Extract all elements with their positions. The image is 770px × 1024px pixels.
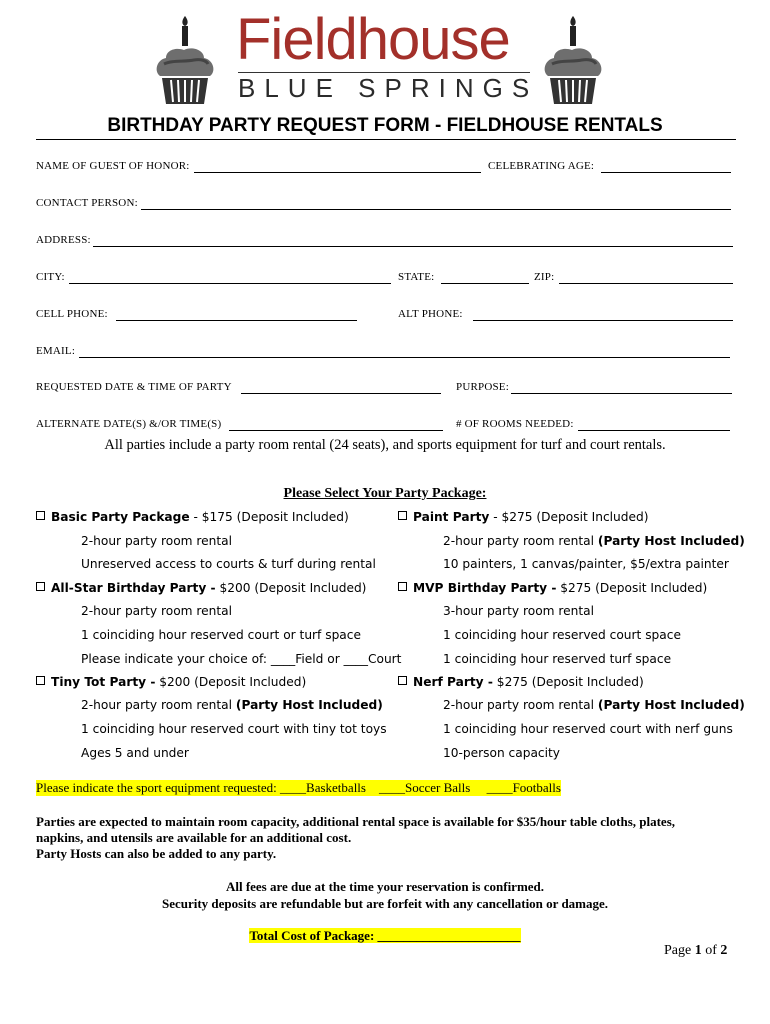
alternate-dates-label: ALTERNATE DATE(S) &/OR TIME(S) [36, 418, 222, 430]
package-mvp-line: 3-hour party room rental [443, 604, 595, 618]
email-label: EMAIL: [36, 345, 76, 357]
package-nerf-price: $275 (Deposit Included) [492, 675, 644, 689]
requested-date-label: REQUESTED DATE & TIME OF PARTY [36, 381, 232, 393]
address-field[interactable] [93, 246, 733, 247]
page-number: Page 1 of 2 [664, 943, 728, 958]
equipment-request[interactable]: Please indicate the sport equipment requested: ____Basketballs ____Soccer Balls ____Footballs [36, 780, 561, 795]
package-mvp-line: 1 coinciding hour reserved turf space [443, 652, 672, 666]
package-allstar-line: 2-hour party room rental [81, 604, 233, 618]
alt-phone-field[interactable] [473, 320, 733, 321]
guest-of-honor-field[interactable] [194, 172, 481, 173]
package-paint[interactable] [398, 510, 649, 524]
state-field[interactable] [441, 283, 529, 284]
contact-person-label: CONTACT PERSON: [36, 197, 138, 209]
checkbox-icon[interactable] [398, 511, 407, 520]
package-basic-name: Basic Party Package [51, 510, 190, 524]
packages-heading: Please Select Your Party Package: [283, 486, 487, 501]
package-paint-name: Paint Party [413, 510, 490, 524]
package-basic-price: - $175 (Deposit Included) [189, 510, 349, 524]
total-cost-wrap [0, 927, 770, 945]
package-mvp-price: $275 (Deposit Included) [556, 581, 708, 595]
notes-line: Parties are expected to maintain room capacity, additional rental space is available for $35/hour table cloths, plates, [36, 814, 676, 829]
checkbox-icon[interactable] [36, 511, 45, 520]
package-mvp-line: 1 coinciding hour reserved court space [443, 628, 681, 642]
package-tinytot-name: Tiny Tot Party - [51, 675, 156, 689]
package-mvp[interactable] [398, 581, 707, 595]
package-allstar-name: All-Star Birthday Party - [51, 581, 216, 595]
fees-line: Security deposits are refundable but are forfeit with any cancellation or damage. [161, 896, 609, 911]
purpose-field[interactable] [511, 393, 732, 394]
package-nerf-name: Nerf Party - [413, 675, 493, 689]
cupcake-right-icon [542, 14, 604, 106]
package-tinytot-line: Ages 5 and under [81, 746, 189, 760]
rooms-needed-field[interactable] [578, 430, 730, 431]
notes-line: Party Hosts can also be added to any party. [36, 846, 277, 861]
package-mvp-name: MVP Birthday Party - [413, 581, 557, 595]
celebrating-age-label: CELEBRATING AGE: [488, 160, 595, 172]
package-nerf[interactable] [398, 675, 644, 689]
zip-label: ZIP: [534, 271, 555, 283]
logo-location: BLUE SPRINGS [238, 73, 539, 103]
package-tinytot-line: 2-hour party room rental (Party Host Included) [81, 698, 383, 712]
package-paint-line: 10 painters, 1 canvas/painter, $5/extra painter [443, 557, 729, 571]
package-tinytot-price: $200 (Deposit Included) [155, 675, 307, 689]
alternate-dates-field[interactable] [229, 430, 443, 431]
package-allstar-price: $200 (Deposit Included) [215, 581, 367, 595]
package-tinytot[interactable] [36, 675, 306, 689]
fees-line: All fees are due at the time your reservation is confirmed. [225, 879, 545, 894]
package-tinytot-line: 1 coinciding hour reserved court with tiny tot toys [81, 722, 387, 736]
package-nerf-line: 10-person capacity [443, 746, 561, 760]
package-paint-line: 2-hour party room rental (Party Host Included) [443, 534, 745, 548]
package-paint-price: - $275 (Deposit Included) [489, 510, 649, 524]
city-field[interactable] [69, 283, 391, 284]
requested-date-field[interactable] [241, 393, 441, 394]
logo-name: Fieldhouse [236, 7, 510, 72]
package-allstar-line: 1 coinciding hour reserved court or turf space [81, 628, 361, 642]
checkbox-icon[interactable] [36, 582, 45, 591]
notes-line: napkins, and utensils are available for an additional cost. [36, 830, 352, 845]
purpose-label: PURPOSE: [456, 381, 509, 393]
zip-field[interactable] [559, 283, 733, 284]
celebrating-age-field[interactable] [601, 172, 731, 173]
city-label: CITY: [36, 271, 65, 283]
contact-person-field[interactable] [141, 209, 731, 210]
package-basic[interactable] [36, 510, 349, 524]
checkbox-icon[interactable] [36, 676, 45, 685]
intro-text: All parties include a party room rental (24 seats), and sports equipment for turf and court rentals. [104, 437, 666, 453]
total-cost[interactable]: Total Cost of Package: ______________________ [249, 928, 521, 943]
package-basic-line: Unreserved access to courts & turf during rental [81, 557, 376, 571]
package-allstar-line: Please indicate your choice of: ____Field or ____Court [81, 652, 402, 666]
email-field[interactable] [79, 357, 730, 358]
cell-phone-field[interactable] [116, 320, 357, 321]
state-label: STATE: [398, 271, 435, 283]
cell-phone-label: CELL PHONE: [36, 308, 108, 320]
rooms-needed-label: # OF ROOMS NEEDED: [456, 418, 574, 430]
package-nerf-line: 2-hour party room rental (Party Host Included) [443, 698, 745, 712]
checkbox-icon[interactable] [398, 582, 407, 591]
checkbox-icon[interactable] [398, 676, 407, 685]
form-title: BIRTHDAY PARTY REQUEST FORM - FIELDHOUSE RENTALS [107, 115, 663, 136]
cupcake-left-icon [154, 14, 216, 106]
alt-phone-label: ALT PHONE: [398, 308, 463, 320]
package-nerf-line: 1 coinciding hour reserved court with nerf guns [443, 722, 733, 736]
address-label: ADDRESS: [36, 234, 91, 246]
title-rule [36, 139, 736, 140]
package-basic-line: 2-hour party room rental [81, 534, 233, 548]
guest-of-honor-label: NAME OF GUEST OF HONOR: [36, 160, 190, 172]
package-allstar[interactable] [36, 581, 366, 595]
